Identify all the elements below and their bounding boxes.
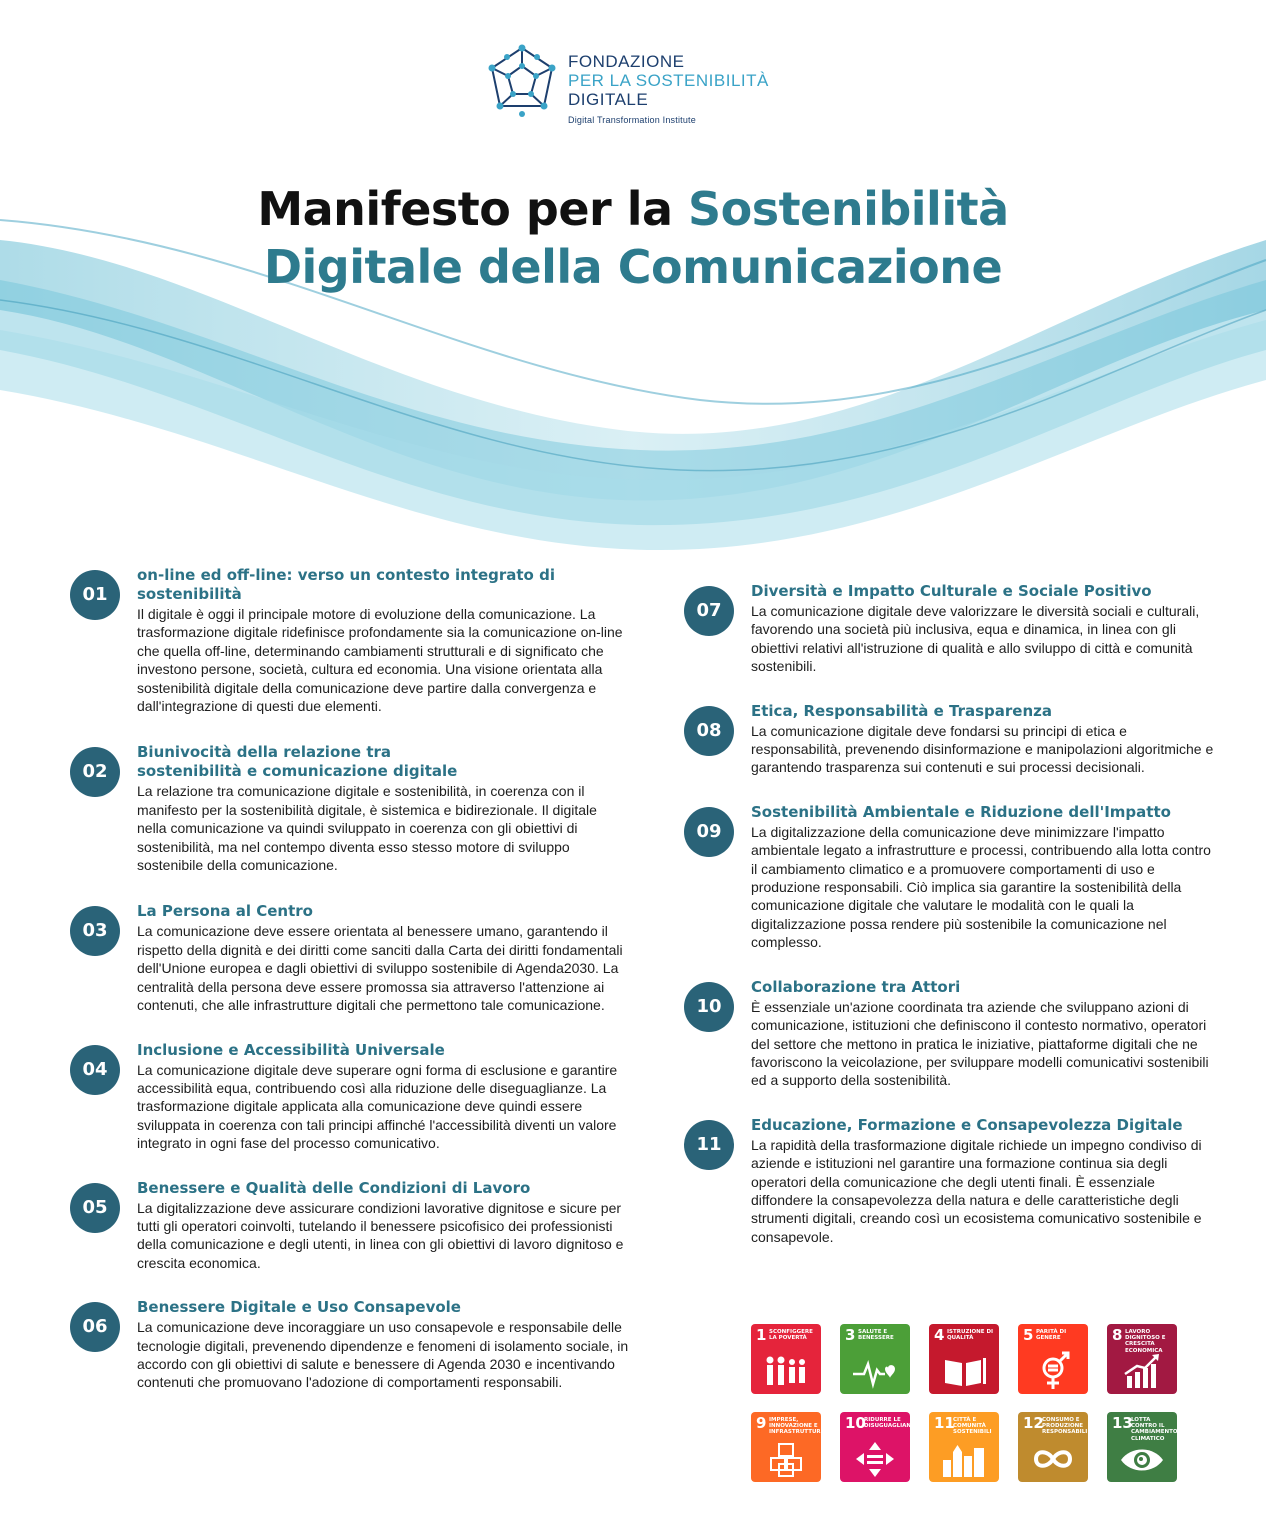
growth-chart-icon — [1119, 1352, 1165, 1390]
equality-icon — [852, 1440, 898, 1478]
sdg-tile-13 — [1107, 1412, 1177, 1482]
point-text: La comunicazione digitale deve valorizzare le diversità sociali e culturali, favorendo una società più inclusiva, equa e dinamica, in linea con gli obiettivi relativi all'istruzione di qualità e allo sviluppo di città e comunità sostenibili. — [751, 603, 1200, 675]
manifesto-point-10 — [684, 978, 1214, 1090]
logo-line-2: PER LA SOSTENIBILITÀ — [568, 71, 769, 90]
sdg-number: 9 — [756, 1414, 767, 1432]
point-text: La digitalizzazione della comunicazione deve minimizzare l'impatto ambientale legato a infrastrutture e processi, contribuendo alla lotta contro il cambiamento climatico e a promuovere comportamenti di uso e produzione responsabili. Ciò implica sia garantire la sostenibilità della comunicazione digitale che valutare le modalità con le quali la digitalizzazione possa rendere più sostenibile la comunicazione nel complesso. — [751, 823, 1211, 951]
manifesto-point-07 — [684, 582, 1214, 676]
sdg-label: SCONFIGGERE LA POVERTÀ — [769, 1329, 813, 1342]
sdg-tile-9 — [751, 1412, 825, 1482]
manifesto-point-03 — [70, 902, 630, 1014]
sdg-tile-1 — [751, 1324, 821, 1394]
manifesto-point-02 — [70, 743, 630, 874]
point-text: La comunicazione deve essere orientata al benessere umano, garantendo il rispetto della dignità e dei diritti come sanciti dalla Carta dei diritti fondamentali dell'Unione europea e dagli obiettivi di sviluppo sostenibile di Agenda2030. La centralità della persona deve essere promossa sia attraverso l'attenzione ai contenuti, che alle infrastrutture digitali che permettono tale comunicazione. — [137, 923, 623, 1014]
point-text: Il digitale è oggi il principale motore di evoluzione della comunicazione. La trasformazione digitale ridefinisce profondamente sia la comunicazione on-line che quella off-line, determinando cambiamenti strutturali e di significato che investono persone, società, cultura ed economia. Una visione orientata alla sostenibilità digitale della comunicazione deve partire dalla convergenza e dall'integrazione di questi due elementi. — [137, 606, 623, 715]
point-text: La digitalizzazione deve assicurare condizioni lavorative dignitose e sicure per tutti gli operatori coinvolti, tutelando il benessere psicofisico dei professionisti della comunicazione e degli utenti, in linea con gli obiettivi di lavoro dignitoso e crescita economica. — [137, 1199, 624, 1271]
sdg-label: ISTRUZIONE DI QUALITÀ — [947, 1329, 994, 1342]
sdg-number: 4 — [934, 1326, 945, 1344]
page-title — [0, 180, 1266, 296]
sdg-label: RIDURRE LE DISUGUAGLIANZE — [864, 1417, 919, 1430]
point-number-badge: 10 — [684, 982, 734, 1032]
point-number-badge: 03 — [70, 906, 120, 956]
manifesto-point-04 — [70, 1041, 630, 1153]
manifesto-point-11 — [684, 1116, 1214, 1246]
sdg-label: LAVORO DIGNITOSO E CRESCITA ECONOMICA — [1125, 1329, 1166, 1354]
logo-line-3: DIGITALE — [568, 90, 649, 109]
foundation-logo — [486, 44, 786, 130]
eye-globe-icon — [1119, 1440, 1165, 1478]
point-title: Benessere Digitale e Uso Consapevole — [137, 1298, 461, 1317]
sdg-number: 5 — [1023, 1326, 1034, 1344]
point-title: Biunivocità della relazione tra sostenibilità e comunicazione digitale — [137, 743, 458, 781]
dodecahedron-logo-icon — [486, 44, 558, 120]
manifesto-point-06 — [70, 1298, 630, 1392]
cubes-icon — [763, 1440, 809, 1478]
point-text: La rapidità della trasformazione digitale richiede un impegno condiviso di aziende e istituzioni nel garantire una formazione continua sia degli operatori della comunicazione che degli utenti finali. È essenziale diffondere la consapevolezza della natura e delle caratteristiche degli strumenti digitali, creando così un ecosistema comunicativo sostenibile e consapevole. — [751, 1136, 1202, 1245]
point-title: Etica, Responsabilità e Trasparenza — [751, 701, 1052, 720]
manifesto-point-08 — [684, 702, 1214, 777]
sdg-label: IMPRESE, INNOVAZIONE E INFRASTRUTTURE — [769, 1417, 825, 1436]
left-column — [70, 566, 630, 1392]
point-number-badge: 01 — [70, 570, 120, 620]
point-number-badge: 02 — [70, 747, 120, 797]
title-part-1: Manifesto per la — [257, 182, 689, 236]
manifesto-point-09 — [684, 803, 1214, 952]
point-text: La relazione tra comunicazione digitale e sostenibilità, in coerenza con il manifesto per la sostenibilità digitale, è sistemica e bidirezionale. Il digitale nella comunicazione va quindi sviluppato in coerenza con gli obiettivi di sostenibilità, ma nel contempo diventa esso stesso motore di sviluppo sostenibile della comunicazione. — [137, 783, 597, 874]
sdg-number: 3 — [845, 1326, 856, 1344]
sdg-tile-8 — [1107, 1324, 1177, 1394]
point-title: Collaborazione tra Attori — [751, 977, 961, 996]
point-number-badge: 07 — [684, 586, 734, 636]
point-text: La comunicazione digitale deve superare ogni forma di esclusione e garantire accessibilità equa, contribuendo così alla riduzione delle diseguaglianze. La trasformazione digitale applicata alla comunicazione deve quindi essere sviluppata in coerenza con tali principi affinché l'accessibilità diventi un valore integrato in ogni fase del processo comunicativo. — [137, 1061, 618, 1152]
point-number-badge: 11 — [684, 1120, 734, 1170]
sdg-tile-11 — [929, 1412, 999, 1482]
point-text: La comunicazione deve incoraggiare un uso consapevole e responsabile delle tecnologie digitali, prevenendo dipendenze e fenomeni di isolamento sociale, in accordo con gli obiettivi di salute e benessere di Agenda 2030 e incentivando contenuti che promuovano l'adozione di comportamenti responsabili. — [137, 1319, 629, 1391]
family-icon — [763, 1352, 809, 1390]
sdg-number: 12 — [1023, 1414, 1044, 1432]
sdg-label: PARITÀ DI GENERE — [1036, 1329, 1067, 1342]
point-title: Benessere e Qualità delle Condizioni di Lavoro — [137, 1178, 531, 1197]
point-title: Sostenibilità Ambientale e Riduzione dell'Impatto — [751, 802, 1171, 821]
point-text: La comunicazione digitale deve fondarsi su principi di etica e responsabilità, prevenendo disinformazione e manipolazioni algoritmiche e garantendo trasparenza sui contenuti e sui processi decisionali. — [751, 722, 1214, 776]
title-part-3: Digitale della Comunicazione — [263, 240, 1003, 294]
sdg-number: 13 — [1112, 1414, 1133, 1432]
manifesto-point-05 — [70, 1179, 630, 1273]
point-number-badge: 04 — [70, 1045, 120, 1095]
point-title: La Persona al Centro — [137, 902, 313, 921]
sdg-tile-10 — [840, 1412, 919, 1482]
manifesto-point-01 — [70, 566, 630, 715]
sdg-label: CONSUMO E PRODUZIONE RESPONSABILI — [1042, 1417, 1088, 1436]
point-number-badge: 08 — [684, 706, 734, 756]
gender-icon — [1030, 1352, 1076, 1390]
sdg-tile-3 — [840, 1324, 910, 1394]
title-part-2: Sostenibilità — [688, 182, 1009, 236]
infinity-icon — [1030, 1440, 1076, 1478]
book-icon — [941, 1352, 987, 1390]
logo-tagline: Digital Transformation Institute — [568, 115, 696, 125]
point-number-badge: 05 — [70, 1183, 120, 1233]
sdg-number: 10 — [845, 1414, 866, 1432]
sdg-tile-12 — [1018, 1412, 1088, 1482]
point-title: Educazione, Formazione e Consapevolezza Digitale — [751, 1115, 1183, 1134]
right-column — [684, 582, 1214, 1246]
sdg-label: CITTÀ E COMUNITÀ SOSTENIBILI — [953, 1417, 992, 1436]
point-title: on-line ed off-line: verso un contesto integrato di sostenibilità — [137, 566, 555, 603]
point-title: Diversità e Impatto Culturale e Sociale Positivo — [751, 582, 1152, 600]
sdg-number: 11 — [934, 1414, 955, 1432]
sdg-tile-5 — [1018, 1324, 1088, 1394]
sdg-number: 8 — [1112, 1326, 1123, 1344]
sdg-tile-4 — [929, 1324, 999, 1394]
point-title: Inclusione e Accessibilità Universale — [137, 1040, 445, 1059]
sdg-label: LOTTA CONTRO IL CAMBIAMENTO CLIMATICO — [1131, 1417, 1178, 1442]
point-number-badge: 06 — [70, 1302, 120, 1352]
sdg-number: 1 — [756, 1326, 767, 1344]
point-number-badge: 09 — [684, 807, 734, 857]
point-text: È essenziale un'azione coordinata tra aziende che sviluppano azioni di comunicazione, istituzioni che definiscono il contesto normativo, operatori del settore che mettono in pratica le iniziative, piattaforme digitali che ne favoriscono la veicolazione, per sviluppare modelli comunicativi sostenibili ed a supporto della sostenibilità. — [751, 998, 1209, 1089]
city-icon — [941, 1440, 987, 1478]
heartbeat-icon — [852, 1352, 898, 1390]
sdg-label: SALUTE E BENESSERE — [858, 1329, 894, 1342]
logo-line-1: FONDAZIONE — [568, 52, 685, 71]
